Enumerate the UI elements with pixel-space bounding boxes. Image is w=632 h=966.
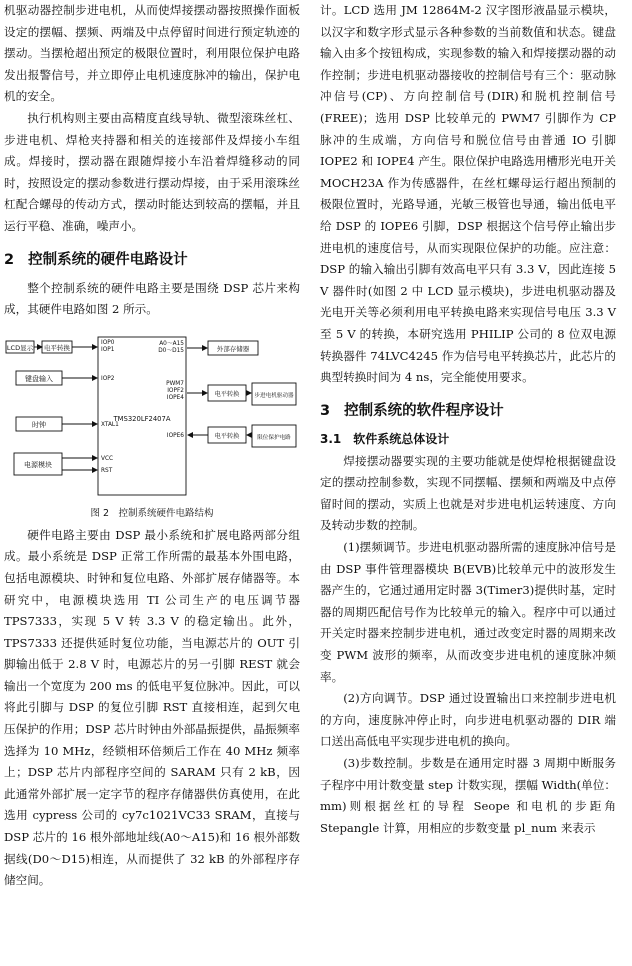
level-shift-label: 电平转换: [214, 432, 240, 440]
lcd-label: LCD显示: [6, 343, 34, 352]
paragraph: 整个控制系统的硬件电路主要是围绕 DSP 芯片来构成，其硬件电路如图 2 所示。: [4, 280, 300, 317]
subsection-heading: [320, 429, 616, 449]
subsection-title: 软件系统总体设计: [353, 431, 450, 446]
paragraph: (1)摆频调节。步进电机驱动器所需的速度脉冲信号是由 DSP 事件管理器模块 B(EVB)比较单元中的波形发生器产生的，它通过通用定时器 3(Timer3)提供时基，定时器的周期匹配信号作为比较单元的输入。程序中可以通过开关定时器来控制步进电机，通过改变定时器的周期来改变 PWM 波形的频率，从而改变步进电机的速度脉冲频率。: [320, 540, 616, 684]
paragraph: 硬件电路主要由 DSP 最小系统和扩展电路两部分组成。最小系统是 DSP 正常工作所需的最基本外围电路，包括电源模块、时钟和复位电路、外部扩展存储器等。本研究中，电源模块选用 TI 公司生产的电压调节器 TPS7333，实现 5 V 转 3.3 V 的稳定输出。此外，TPS7333 还提供延时复位功能，当电源芯片的 OUT 引脚输出低于 2.8 V 时，电源芯片的另一引脚 REST 就会输出一个宽度为 200 ms 的低电平复位脉冲。因此，可以将此引脚与 DSP 的复位引脚 RST 直接相连，起到欠电压保护的作用；DSP 芯片时钟由外部晶振提供，晶振频率选择为 10 MHz，经锁相环倍频后工作在 40 MHz 频率上；DSP 芯片内部程序空间的 SARAM 只有 2 kB，因此通常外部扩展一定字节的程序存储器供仿真使用，在此选用 cypress 公司的 cy7c1021VC33 SRAM，直接与 DSP 芯片的 16 根外部地址线(A0～A15)和 16 根外部数据线(D0～D15)相连，从而提供了 32 kB 的外部程序存储空间。: [4, 527, 300, 888]
left-column: [4, 0, 300, 892]
pin-label: IOPF2: [167, 387, 184, 394]
pin-label: IOP1: [101, 346, 115, 353]
pin-label: VCC: [101, 455, 114, 462]
right-column: [320, 0, 616, 839]
pin-label: IOPE6: [166, 432, 184, 439]
ext-storage-label: 外部存储器: [216, 344, 250, 353]
pin-label: A0～A15: [159, 340, 184, 347]
dsp-label: TMS320LF2407A: [113, 414, 171, 423]
hardware-block-diagram: [4, 329, 300, 505]
section-number: 2: [4, 251, 15, 268]
pin-label: IOP2: [101, 375, 115, 382]
figure-caption: 图 2 控制系统硬件电路结构: [90, 507, 214, 519]
pin-label: IOP0: [101, 339, 115, 346]
paragraph: (3)步数控制。步数是在通用定时器 3 周期中断服务子程序中用计数变量 step 计数实现，摆幅 Width(单位：mm)则根据丝杠的导程 Seope 和电机的步距角 Stepangle 计算，用相应的步数变量 pl_num 来表示: [320, 756, 616, 835]
limit-circuit-label: 限位保护电路: [257, 434, 291, 441]
power-label: 电源模块: [24, 460, 52, 469]
clock-label: 时钟: [32, 420, 46, 429]
pin-label: XTAL1: [101, 421, 119, 428]
pin-label: PWM7: [166, 380, 184, 387]
keyboard-label: 键盘输入: [25, 374, 53, 383]
level-shift-label: 电平转换: [44, 343, 70, 352]
section-heading: [320, 401, 616, 421]
paragraph: 焊接摆动器要实现的主要功能就是使焊枪根据键盘设定的摆动控制参数，实现不同摆幅、摆频和两端及中点停留时间的摆动，实质上也就是对步进电机运转速度、方向及转动步数的控制。: [320, 453, 616, 533]
diagram-canvas: [4, 329, 300, 505]
paragraph: 计。LCD 选用 JM 12864M-2 汉字图形液晶显示模块，以汉字和数字形式显示各种参数的当前数值和状态。键盘输入由多个按钮构成，实现参数的输入和焊接摆动器的动作控制；步进电机驱动器接收的控制信号有三个：驱动脉冲信号(CP)、方向控制信号(DIR)和脱机控制信号(FREE)；选用 DSP 比较单元的 PWM7 引脚作为 CP 脉冲的生成端，方向信号和脱位信号由普通 IO 引脚 IOPE2 和 IOPE4 产生。限位保护电路选用槽形光电开关 MOCH23A 作为传感器件，在丝杠螺母运行超出预制的极限位置时，光路导通，光敏三极管也导通，输出低电平给 DSP 的 IOPE6 引脚，DSP 根据这个信号停止输出步进电机的速度信号，从而实现限位保护的功能。应注意：DSP 的输入输出引脚有效高电平只有 3.3 V，因此连接 5 V 器件时(如图 2 中 LCD 显示模块)，步进电机驱动器及光电开关等必须利用电平转换电路来实现信号电压 3.3 V 至 5 V 的转换，本研究选用 PHILIP 公司的 8 位双电源转换器件 74LVC4245 作为信号电平转换芯片，此芯片的典型转换时间为 4 ns，完全能使用要求。: [320, 3, 616, 385]
paragraph: 机驱动器控制步进电机，从而使焊接摆动器按照操作面板设定的摆幅、摆频、两端及中点停留时间进行预定轨迹的摆动。当摆枪超出预定的极限位置时，利用限位保护电路发出报警信号，并立即停止电机速度脉冲的输出，保护电机的安全。: [4, 3, 300, 104]
section-heading: [4, 250, 300, 270]
section-title: 控制系统的硬件电路设计: [28, 251, 188, 268]
section-number: 3: [320, 402, 331, 419]
paragraph: (2)方向调节。DSP 通过设置输出口来控制步进电机的方向，速度脉冲停止时，向步进电机驱动器的 DIR 端口送出高低电平实现步进电机的换向。: [320, 691, 616, 749]
pin-label: IOPE4: [166, 394, 184, 401]
subsection-number: 3.1: [320, 431, 342, 446]
pin-label: RST: [101, 467, 113, 474]
stepper-driver-label: 步进电机驱动器: [254, 392, 294, 399]
paragraph: 执行机构则主要由高精度直线导轨、微型滚珠丝杠、步进电机、焊枪夹持器和相关的连接部件及焊接小车组成。焊接时，摆动器在跟随焊接小车沿着焊缝移动的同时，按照设定的摆动参数进行摆动焊接，由于采用滚珠丝杠配合螺母的传动方式，摆动时能达到较高的摆幅，并且运行平稳、准确，噪声小。: [4, 110, 300, 233]
pin-label: D0～D15: [158, 347, 184, 354]
level-shift-label: 电平转换: [214, 390, 240, 398]
section-title: 控制系统的软件程序设计: [344, 402, 504, 419]
